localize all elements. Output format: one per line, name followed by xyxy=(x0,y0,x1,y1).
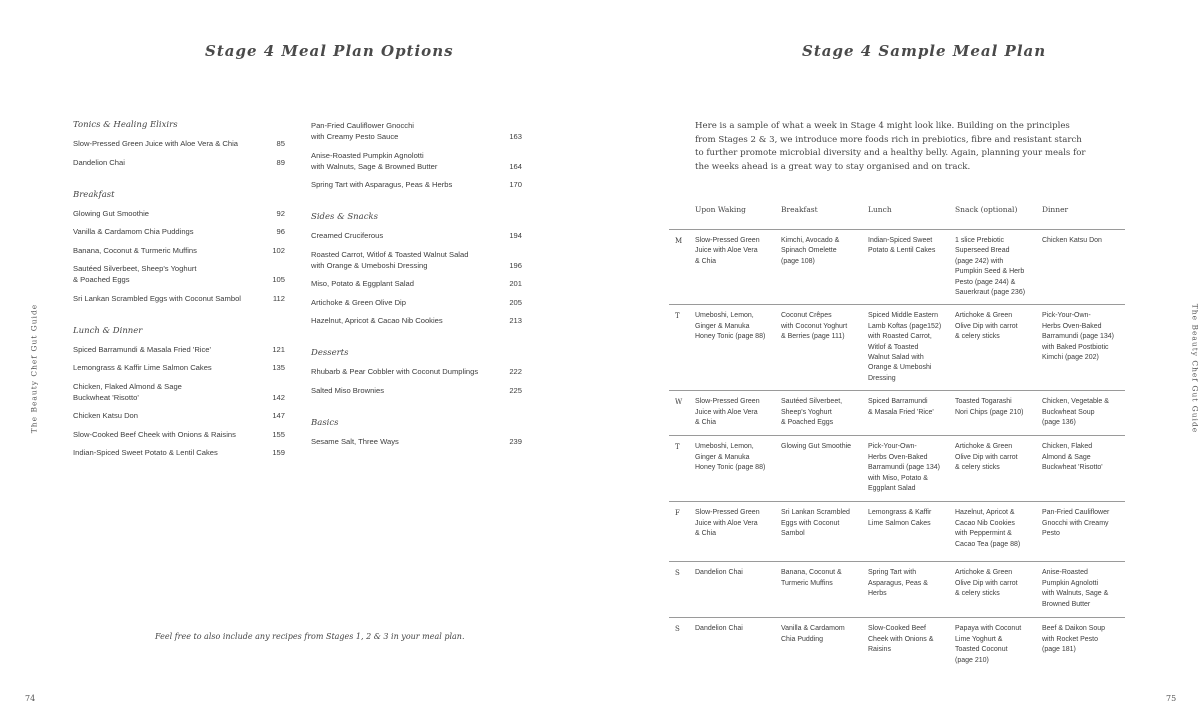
meal-cell-text: Chicken, Flaked Almond & Sage Buckwheat 'Risotto' xyxy=(1042,443,1103,472)
column-header: Upon Waking xyxy=(695,205,746,214)
column-header: Breakfast xyxy=(781,205,818,214)
meal-cell xyxy=(695,562,781,618)
meal-cell-text: Slow-Pressed Green Juice with Aloe Vera & Chia xyxy=(695,398,760,427)
meal-cell-text: Dandelion Chai xyxy=(695,625,743,633)
day-column-header xyxy=(669,205,695,230)
day-cell: S xyxy=(669,618,695,672)
meal-cell-text: Dandelion Chai xyxy=(695,569,743,577)
right-page xyxy=(600,0,1200,726)
meal-cell xyxy=(955,230,1042,305)
recipe-page: 164 xyxy=(509,161,522,171)
recipe-name: Lemongrass & Kaffir Lime Salmon Cakes xyxy=(73,363,212,372)
meal-cell-text: Kimchi, Avocado & Spinach Omelette (page 108) xyxy=(781,237,840,265)
meal-cell-text: Umeboshi, Lemon, Ginger & Manuka Honey Tonic (page 88) xyxy=(695,312,766,341)
recipe-page: 105 xyxy=(272,275,285,284)
recipe-name: Indian-Spiced Sweet Potato & Lentil Cakes xyxy=(73,448,218,457)
recipe-page: 225 xyxy=(509,385,522,395)
day-cell: T xyxy=(669,305,695,391)
meal-cell-text: Artichoke & Green Olive Dip with carrot & celery sticks xyxy=(955,569,1018,598)
recipe-page: 102 xyxy=(272,245,285,255)
meal-cell-text: Spring Tart with Asparagus, Peas & Herbs xyxy=(868,569,928,598)
recipe-page: 163 xyxy=(509,132,522,141)
meal-cell xyxy=(1042,305,1125,391)
recipe-entry xyxy=(73,245,285,256)
meal-cell xyxy=(695,502,781,562)
meal-cell xyxy=(955,562,1042,618)
section-tonics xyxy=(73,120,285,168)
table-row xyxy=(669,502,1125,562)
recipe-entry xyxy=(73,381,285,403)
recipe-page: 239 xyxy=(509,436,522,446)
column-header: Snack (optional) xyxy=(955,205,1018,214)
recipe-entry xyxy=(311,120,522,142)
recipe-page: 142 xyxy=(272,392,285,402)
intro-paragraph: Here is a sample of what a week in Stage 4 might look like. Building on the principles from Stages 2 & 3, we introduce more foods rich in prebiotics, fibre and resistant starch to further promote microbial diversity and a healthy belly. Again, planning your meals for the weeks ahead is a great way to stay organised and on track. xyxy=(695,121,1086,172)
recipe-entry xyxy=(73,429,285,440)
recipe-page: 201 xyxy=(509,279,522,288)
meal-cell xyxy=(868,502,955,562)
recipe-name: Creamed Cruciferous xyxy=(311,231,384,240)
recipe-page: 213 xyxy=(509,316,522,325)
recipe-entry xyxy=(311,230,522,241)
recipe-name: Roasted Carrot, Witlof & Toasted Walnut Salad with Orange & Umeboshi Dressing xyxy=(311,249,469,270)
section-desserts xyxy=(311,348,522,396)
meal-cell xyxy=(695,305,781,391)
section-title: Breakfast xyxy=(73,189,115,200)
meal-cell-text: Anise-Roasted Pumpkin Agnolotti with Walnuts, Sage & Browned Butter xyxy=(1042,569,1109,608)
recipe-page: 147 xyxy=(272,411,285,420)
meal-cell-text: Sri Lankan Scrambled Eggs with Coconut Sambol xyxy=(781,509,850,538)
recipe-page: 194 xyxy=(509,231,522,240)
recipe-name: Slow-Cooked Beef Cheek with Onions & Raisins xyxy=(73,429,236,439)
section-title: Basics xyxy=(311,417,339,428)
recipe-name: Sautéed Silverbeet, Sheep's Yoghurt & Poached Eggs xyxy=(73,264,197,284)
meal-cell-text: Slow-Pressed Green Juice with Aloe Vera & Chia xyxy=(695,509,760,538)
recipe-entry xyxy=(311,366,522,377)
recipe-entry xyxy=(73,410,285,421)
meal-cell-text: Sautéed Silverbeet, Sheep's Yoghurt & Poached Eggs xyxy=(781,398,843,427)
recipe-entry xyxy=(73,208,285,219)
meal-cell xyxy=(781,230,868,305)
meal-cell xyxy=(695,436,781,502)
meal-cell xyxy=(868,562,955,618)
recipe-name: Artichoke & Green Olive Dip xyxy=(311,297,406,307)
index-column-left xyxy=(73,120,285,468)
meal-cell-text: Artichoke & Green Olive Dip with carrot & celery sticks xyxy=(955,312,1018,341)
meal-cell xyxy=(868,230,955,305)
recipe-page: 155 xyxy=(272,429,285,439)
recipe-name: Chicken Katsu Don xyxy=(73,411,139,420)
day-cell: M xyxy=(669,230,695,305)
meal-cell xyxy=(781,502,868,562)
meal-cell xyxy=(781,391,868,436)
page-number-left: 74 xyxy=(25,694,36,703)
meal-cell-text: Toasted Togarashi Nori Chips (page 210) xyxy=(955,398,1024,416)
meal-cell xyxy=(695,391,781,436)
recipe-entry xyxy=(311,297,522,308)
table-header-row xyxy=(669,205,1125,230)
meal-cell xyxy=(868,391,955,436)
recipe-name: Salted Miso Brownies xyxy=(311,385,385,395)
recipe-page: 222 xyxy=(509,367,522,376)
meal-cell-text: Slow-Cooked Beef Cheek with Onions & Raisins xyxy=(868,625,934,654)
column-header: Lunch xyxy=(868,205,892,214)
recipe-page: 92 xyxy=(276,208,285,218)
meal-cell-text: Vanilla & Cardamom Chia Pudding xyxy=(781,625,845,643)
recipe-name: Sesame Salt, Three Ways xyxy=(311,436,399,446)
meal-cell xyxy=(955,391,1042,436)
recipe-name: Glowing Gut Smoothie xyxy=(73,208,149,218)
meal-cell-text: Artichoke & Green Olive Dip with carrot & celery sticks xyxy=(955,443,1018,472)
recipe-entry xyxy=(311,179,522,190)
meal-cell xyxy=(1042,230,1125,305)
meal-cell xyxy=(781,436,868,502)
section-breakfast xyxy=(73,190,285,304)
meal-cell xyxy=(955,305,1042,391)
meal-cell-text: Glowing Gut Smoothie xyxy=(781,443,852,451)
meal-cell xyxy=(868,305,955,391)
left-spine-title: The Beauty Chef Gut Guide xyxy=(29,303,39,434)
meal-cell-text: Chicken Katsu Don xyxy=(1042,237,1102,244)
recipe-entry xyxy=(311,278,522,289)
section-title: Lunch & Dinner xyxy=(73,325,143,336)
meal-cell xyxy=(695,230,781,305)
recipe-name: Anise-Roasted Pumpkin Agnolotti with Walnuts, Sage & Browned Butter xyxy=(311,150,438,171)
recipe-page: 96 xyxy=(276,227,285,236)
recipe-entry xyxy=(73,362,285,373)
recipe-name: Hazelnut, Apricot & Cacao Nib Cookies xyxy=(311,316,443,325)
footnote: Feel free to also include any recipes from Stages 1, 2 & 3 in your meal plan. xyxy=(155,632,465,641)
recipe-page: 135 xyxy=(272,363,285,372)
meal-cell-text: Lemongrass & Kaffir Lime Salmon Cakes xyxy=(868,509,932,527)
recipe-page: 85 xyxy=(276,139,285,148)
meal-cell xyxy=(868,436,955,502)
recipe-page: 89 xyxy=(276,157,285,167)
column-header: Dinner xyxy=(1042,205,1069,214)
meal-cell-text: Spiced Barramundi & Masala Fried 'Rice' xyxy=(868,398,934,416)
meal-cell-text: Chicken, Vegetable & Buckwheat Soup (page 136) xyxy=(1042,398,1109,427)
meal-cell xyxy=(781,618,868,672)
recipe-name: Spiced Barramundi & Masala Fried 'Rice' xyxy=(73,344,211,354)
recipe-entry xyxy=(73,226,285,237)
section-basics xyxy=(311,418,522,447)
meal-cell xyxy=(781,562,868,618)
recipe-entry xyxy=(73,263,285,285)
meal-cell-text: Coconut Crêpes with Coconut Yoghurt & Berries (page 111) xyxy=(781,312,848,341)
recipe-entry xyxy=(73,447,285,458)
meal-cell-text: Beef & Daikon Soup with Rocket Pesto (page 181) xyxy=(1042,625,1106,654)
recipe-entry xyxy=(73,344,285,355)
meal-cell xyxy=(1042,562,1125,618)
table-row xyxy=(669,305,1125,391)
meal-cell-text: Banana, Coconut & Turmeric Muffins xyxy=(781,569,842,587)
meal-cell-text: Pick-Your-Own- Herbs Oven-Baked Barramundi (page 134) with Miso, Potato & Eggplant Salad xyxy=(868,443,940,492)
recipe-entry xyxy=(73,138,285,149)
table-row xyxy=(669,562,1125,618)
table-row xyxy=(669,618,1125,672)
recipe-name: Dandelion Chai xyxy=(73,157,125,167)
recipe-page: 170 xyxy=(509,180,522,189)
meal-cell xyxy=(868,618,955,672)
recipe-entry xyxy=(311,385,522,396)
meal-cell-text: Umeboshi, Lemon, Ginger & Manuka Honey Tonic (page 88) xyxy=(695,443,766,472)
meal-cell xyxy=(695,618,781,672)
recipe-entry xyxy=(311,150,522,172)
meal-cell xyxy=(955,618,1042,672)
recipe-name: Chicken, Flaked Almond & Sage Buckwheat 'Risotto' xyxy=(73,381,182,402)
page-number-right: 75 xyxy=(1166,694,1177,703)
meal-cell xyxy=(955,502,1042,562)
recipe-page: 159 xyxy=(272,448,285,457)
right-page-heading: Stage 4 Sample Meal Plan xyxy=(802,42,1047,60)
day-cell: F xyxy=(669,502,695,562)
table-row xyxy=(669,391,1125,436)
day-cell: T xyxy=(669,436,695,502)
recipe-entry xyxy=(311,315,522,326)
meal-cell xyxy=(1042,391,1125,436)
meal-table-body xyxy=(669,230,1125,672)
section-sides-snacks xyxy=(311,212,522,326)
recipe-name: Rhubarb & Pear Cobbler with Coconut Dumplings xyxy=(311,367,479,376)
meal-cell-text: Hazelnut, Apricot & Cacao Nib Cookies with Peppermint & Cacao Tea (page 88) xyxy=(955,509,1021,548)
meal-cell xyxy=(1042,502,1125,562)
table-row xyxy=(669,230,1125,305)
recipe-entry xyxy=(73,293,285,304)
meal-cell-text: Spiced Middle Eastern Lamb Koftas (page152) with Roasted Carrot, Witlof & Toasted Walnut Salad with Orange & Umeboshi Dressing xyxy=(868,312,942,382)
meal-cell xyxy=(1042,618,1125,672)
recipe-page: 112 xyxy=(272,293,285,303)
recipe-name: Banana, Coconut & Turmeric Muffins xyxy=(73,245,197,255)
meal-cell xyxy=(781,305,868,391)
recipe-name: Pan-Fried Cauliflower Gnocchi with Creamy Pesto Sauce xyxy=(311,121,414,141)
meal-cell xyxy=(955,436,1042,502)
right-spine-title: The Beauty Chef Gut Guide xyxy=(1190,303,1200,434)
recipe-entry xyxy=(311,249,522,271)
recipe-name: Vanilla & Cardamom Chia Puddings xyxy=(73,227,194,236)
left-page-heading: Stage 4 Meal Plan Options xyxy=(205,42,454,60)
section-lunch-dinner xyxy=(73,326,285,459)
recipe-name: Slow-Pressed Green Juice with Aloe Vera & Chia xyxy=(73,139,239,148)
day-cell: W xyxy=(669,391,695,436)
meal-cell-text: Pick-Your-Own- Herbs Oven-Baked Barramundi (page 134) with Baked Postbiotic Kimchi (page 202) xyxy=(1042,312,1114,362)
recipe-name: Sri Lankan Scrambled Eggs with Coconut Sambol xyxy=(73,293,241,303)
recipe-page: 196 xyxy=(509,260,522,270)
section-title: Sides & Snacks xyxy=(311,212,378,222)
section-lunch-dinner-continued xyxy=(311,120,522,190)
recipe-entry xyxy=(73,157,285,168)
meal-cell-text: Papaya with Coconut Lime Yoghurt & Toasted Coconut (page 210) xyxy=(955,625,1022,664)
meal-cell xyxy=(1042,436,1125,502)
recipe-page: 121 xyxy=(272,344,285,354)
meal-cell-text: 1 slice Prebiotic Superseed Bread (page 242) with Pumpkin Seed & Herb Pesto (page 244) & Sauerkraut (page 236) xyxy=(955,237,1026,297)
section-title: Desserts xyxy=(311,348,349,358)
day-cell: S xyxy=(669,562,695,618)
meal-cell-text: Slow-Pressed Green Juice with Aloe Vera & Chia xyxy=(695,237,760,265)
recipe-entry xyxy=(311,436,522,447)
section-title: Tonics & Healing Elixirs xyxy=(73,120,178,130)
table-row xyxy=(669,436,1125,502)
recipe-name: Spring Tart with Asparagus, Peas & Herbs xyxy=(311,180,453,189)
meal-plan-table xyxy=(669,205,1125,672)
recipe-name: Miso, Potato & Eggplant Salad xyxy=(311,279,415,288)
recipe-page: 205 xyxy=(509,297,522,307)
meal-cell-text: Pan-Fried Cauliflower Gnocchi with Creamy Pesto xyxy=(1042,509,1110,538)
meal-cell-text: Indian-Spiced Sweet Potato & Lentil Cakes xyxy=(868,237,936,255)
index-column-right xyxy=(311,120,522,457)
